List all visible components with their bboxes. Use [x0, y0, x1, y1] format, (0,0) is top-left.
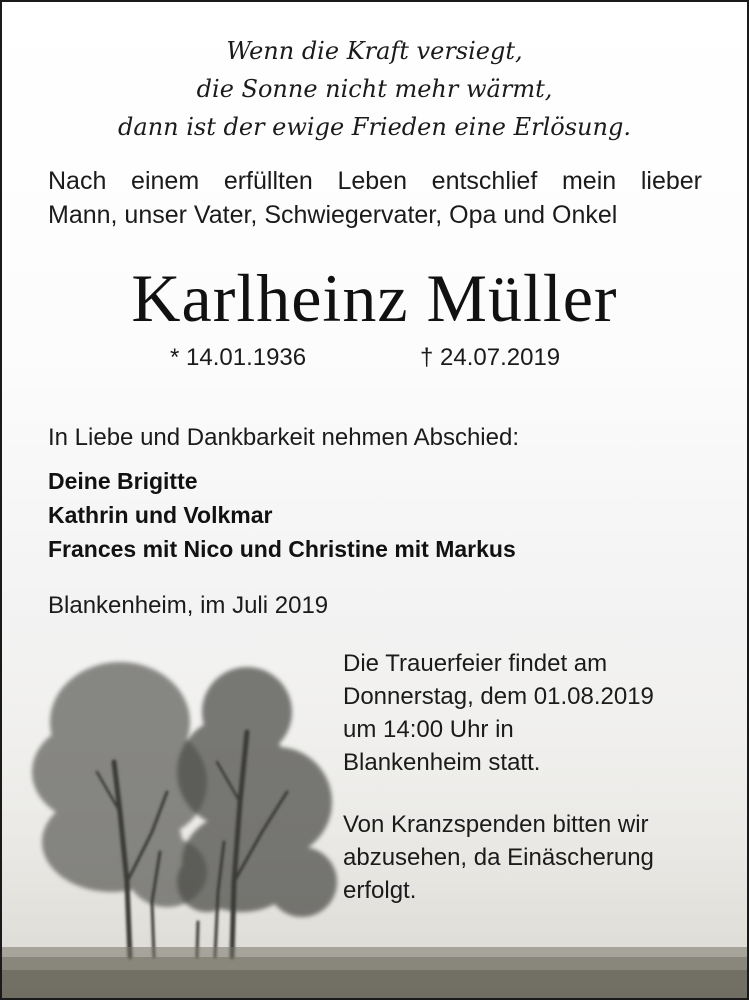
birth-date: * 14.01.1936	[170, 344, 307, 371]
flowers-line: abzusehen, da Einäscherung	[343, 844, 654, 871]
mourners-list	[48, 464, 516, 566]
flowers-note	[343, 808, 723, 907]
farewell-text: In Liebe und Dankbarkeit nehmen Abschied:	[48, 424, 519, 451]
poem-line: dann ist der ewige Frieden eine Erlösung.	[118, 113, 631, 141]
intro-line: Nach einem erfüllten Leben entschlief mein lieber	[48, 167, 702, 195]
mourner-name: Frances mit Nico und Christine mit Markus	[48, 536, 516, 562]
service-line: Die Trauerfeier findet am	[343, 650, 608, 677]
service-line: um 14:00 Uhr in	[343, 716, 514, 743]
place-date: Blankenheim, im Juli 2019	[48, 592, 329, 619]
poem	[2, 32, 747, 146]
service-line: Donnerstag, dem 01.08.2019	[343, 683, 654, 710]
intro-text	[48, 164, 702, 232]
service-line: Blankenheim statt.	[343, 749, 541, 776]
intro-line: Mann, unser Vater, Schwiegervater, Opa und Onkel	[48, 201, 618, 229]
poem-line: die Sonne nicht mehr wärmt,	[196, 75, 553, 103]
deceased-name: Karlheinz Müller	[131, 260, 618, 336]
mourner-name: Deine Brigitte	[48, 468, 198, 494]
funeral-service-info	[343, 647, 723, 779]
death-date: † 24.07.2019	[420, 344, 561, 371]
flowers-line: erfolgt.	[343, 877, 417, 904]
mourner-name: Kathrin und Volkmar	[48, 502, 273, 528]
flowers-line: Von Kranzspenden bitten wir	[343, 811, 649, 838]
poem-line: Wenn die Kraft versiegt,	[226, 37, 523, 65]
